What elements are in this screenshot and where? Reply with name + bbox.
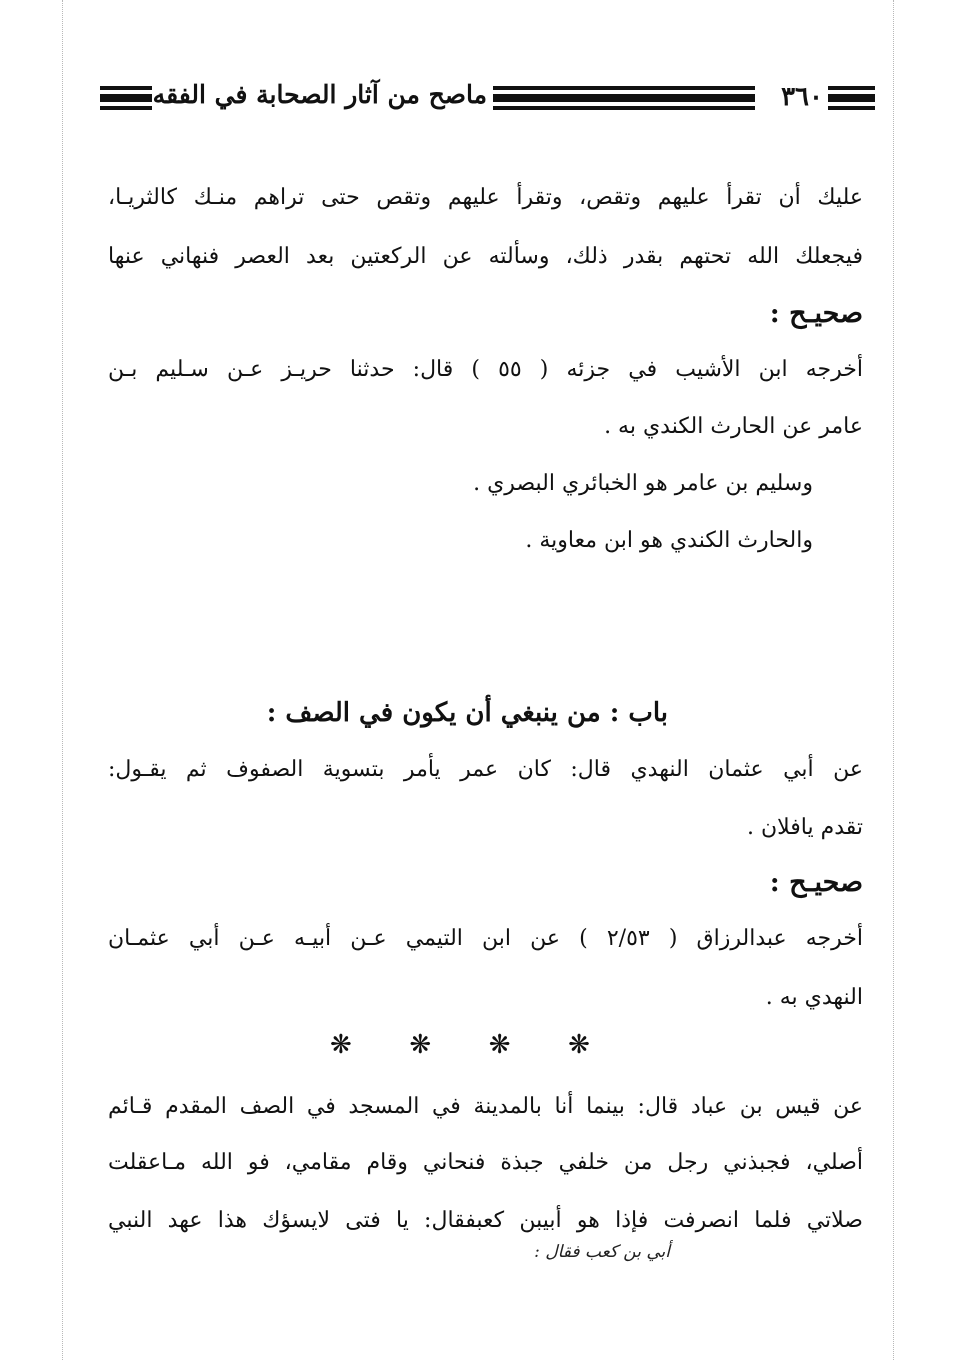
star-ornament-icon: ❋ [409,1030,432,1060]
star-ornament-icon: ❋ [568,1030,590,1060]
grade-heading: صحيـح : [769,867,863,898]
page-number: ٣٦٠ [781,82,823,112]
note-line: وسليم بن عامر هو الخبائري البصري . [473,471,813,496]
star-ornament-icon: ❋ [330,1030,352,1060]
takhrij-line: أخرجه ابن الأشيب في جزئه ( ٥٥ ) قال: حدثنا حريـز عـن سـليم بـن [108,357,863,382]
header-rule-right [828,86,875,116]
section-separator [330,1030,590,1070]
text-line: عن قيس بن عباد قال: بينما أنا بالمدينة في المسجد في الصف المقدم قـائم [108,1094,863,1119]
takhrij-line: عامر عن الحارث الكندي به . [604,414,863,439]
star-ornament-icon: ❋ [488,1030,511,1060]
takhrij-line: النهدي به . [765,985,863,1010]
page-guide-left [62,0,63,1360]
page-guide-right [893,0,894,1360]
takhrij-line: أخرجه عبدالرزاق ( ٢/٥٣ ) عن ابن التيمي عـن أبيـه عـن أبي عثمـان [108,926,863,951]
chapter-title: باب : من ينبغي أن يكون في الصف : [266,698,668,728]
header-rule-left [100,86,152,116]
header-rule-middle [493,86,755,116]
text-line: صلاتي فلما انصرفت فإذا هو أبيبن كعبفقال: يا فتى لايسؤك هذا عهد النبي [108,1208,863,1233]
text-line: عن أبي عثمان النهدي قال: كان عمر يأمر بتسوية الصفوف ثم يقـول: [108,757,863,782]
text-line: تقدم يافلان . [746,815,863,840]
running-header [100,78,875,124]
handwritten-correction: أبي بن كعب فقال : [534,1242,670,1262]
grade-heading: صحيـح : [769,298,863,329]
text-line: أصلي، فجبذني رجل من خلفي جبذة فنحاني وقام مقامي، فو الله مـاعقلت [108,1150,863,1175]
note-line: والحارث الكندي هو ابن معاوية . [525,528,813,553]
book-title: ماصح من آثار الصحابة في الفقه [152,80,487,109]
text-line: فيجعلك الله تحتهم بقدر ذلك، وسألته عن الركعتين بعد العصر فنهاني عنها [108,244,863,269]
text-line: عليك أن تقرأ عليهم وتقص، وتقرأ عليهم وتقص حتى تراهم منـك كالثريـا، [108,185,863,210]
